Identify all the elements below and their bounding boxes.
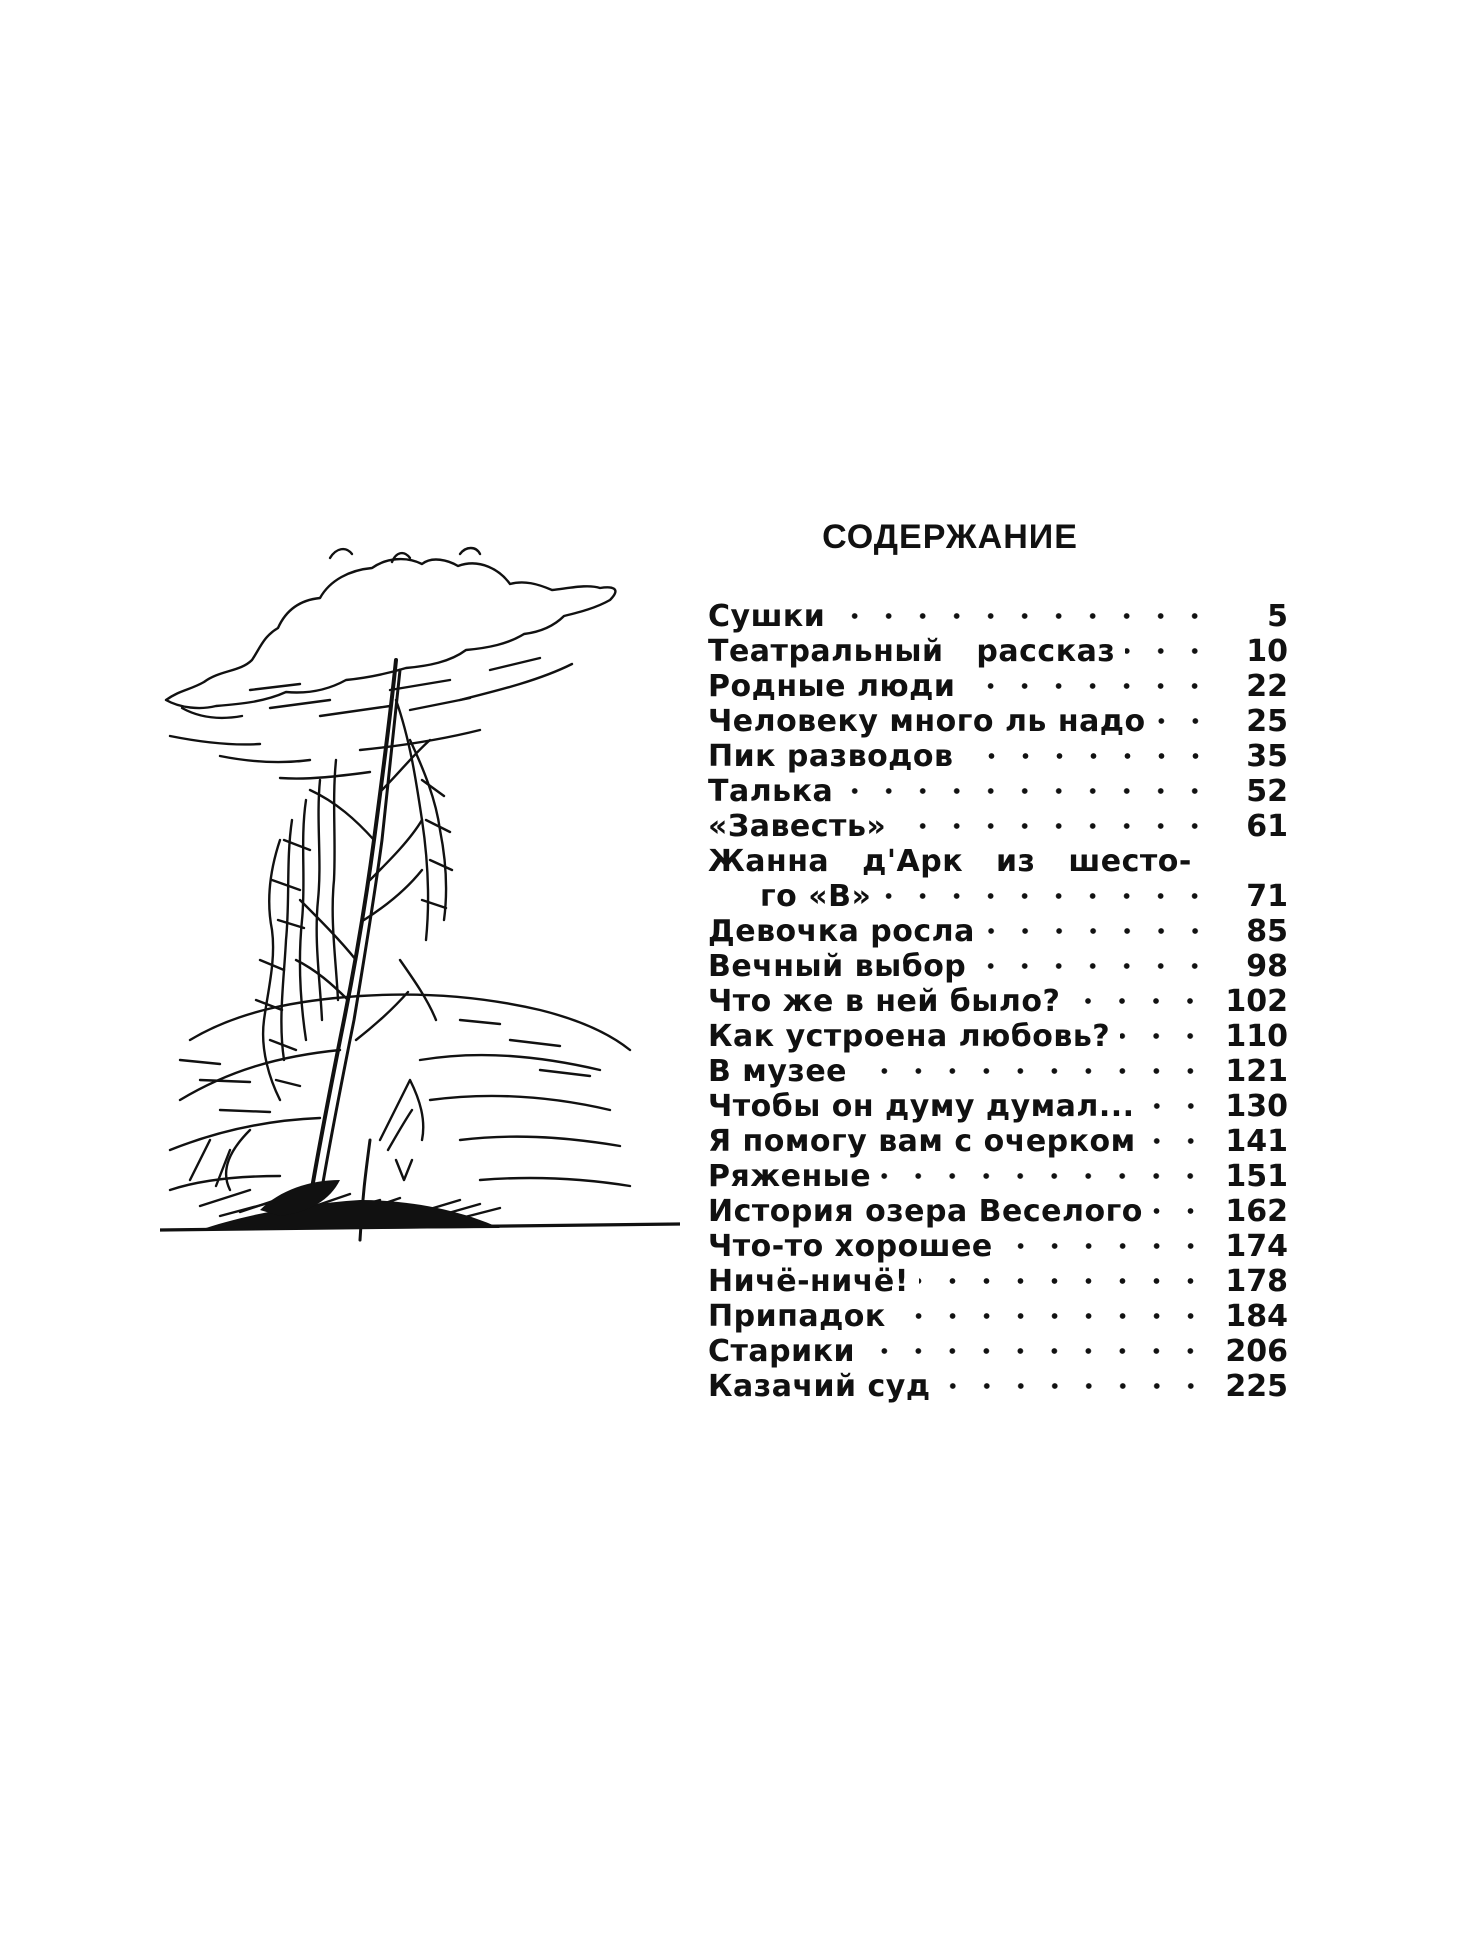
toc-entry-page: 5 bbox=[1267, 599, 1288, 634]
toc-entry-title: Сушки bbox=[708, 599, 826, 634]
toc-entry-title: Ряженые bbox=[708, 1159, 872, 1194]
leader-dots bbox=[1003, 1221, 1208, 1256]
toc-entry-page: 184 bbox=[1225, 1299, 1288, 1334]
leader-dots bbox=[1120, 1011, 1207, 1046]
leader-dots bbox=[941, 1361, 1208, 1396]
toc-entry-page: 52 bbox=[1246, 774, 1288, 809]
toc-entry-title: В музее bbox=[708, 1054, 848, 1089]
toc-entry-page: 130 bbox=[1225, 1089, 1288, 1124]
toc-entry-title: Что-то хорошее bbox=[708, 1229, 993, 1264]
toc-entry-title: История озера Веселого bbox=[708, 1194, 1143, 1229]
toc-entry-title: Казачий суд bbox=[708, 1369, 931, 1404]
toc-entry-title: Старики bbox=[708, 1334, 856, 1369]
toc-entry-page: 174 bbox=[1225, 1229, 1288, 1264]
leader-dots bbox=[843, 766, 1212, 801]
leader-dots bbox=[1202, 836, 1212, 871]
leader-dots bbox=[857, 1046, 1207, 1081]
leader-dots bbox=[985, 906, 1212, 941]
leader-dots bbox=[1156, 696, 1212, 731]
leader-dots bbox=[1145, 1081, 1208, 1116]
toc-entry-page: 110 bbox=[1225, 1019, 1288, 1054]
toc-entry-title: Родные люди bbox=[708, 669, 956, 704]
toc-entry-page: 85 bbox=[1246, 914, 1288, 949]
toc-entry-page: 71 bbox=[1246, 879, 1288, 914]
leader-dots bbox=[881, 1151, 1207, 1186]
toc-entry-page: 102 bbox=[1225, 984, 1288, 1019]
toc-entry-title: Талька bbox=[708, 774, 834, 809]
toc-entry-title: Ничё-ничё! bbox=[708, 1264, 909, 1299]
leader-dots bbox=[965, 661, 1212, 696]
table-of-contents bbox=[708, 591, 1288, 1404]
leader-dots bbox=[976, 941, 1212, 976]
leader-dots bbox=[1125, 626, 1212, 661]
toc-entry-page: 206 bbox=[1225, 1334, 1288, 1369]
toc-entry-title: Припадок bbox=[708, 1299, 886, 1334]
toc-entry-title: Девочка росла bbox=[708, 914, 975, 949]
toc-entry-page: 121 bbox=[1225, 1054, 1288, 1089]
toc-entry-page: 10 bbox=[1246, 634, 1288, 669]
tree-sketch-icon bbox=[160, 540, 680, 1250]
leader-dots bbox=[896, 801, 1212, 836]
toc-entry[interactable] bbox=[708, 591, 1288, 634]
toc-entry-page: 178 bbox=[1225, 1264, 1288, 1299]
toc-entry-title: Как устроена любовь? bbox=[708, 1019, 1111, 1054]
toc-entry-page: 162 bbox=[1225, 1194, 1288, 1229]
toc-entry-title: «Завесть» bbox=[708, 809, 887, 844]
leader-dots bbox=[835, 591, 1212, 626]
leader-dots bbox=[896, 1291, 1208, 1326]
toc-entry-title: Чтобы он думу думал... bbox=[708, 1089, 1135, 1124]
toc-entry-title: Пик разводов bbox=[708, 739, 954, 774]
toc-entry-title: Вечный выбор bbox=[708, 949, 967, 984]
leader-dots bbox=[1153, 1186, 1208, 1221]
leader-dots bbox=[964, 731, 1212, 766]
leader-dots bbox=[881, 871, 1212, 906]
toc-heading: СОДЕРЖАНИЕ bbox=[822, 518, 1078, 556]
leader-dots bbox=[919, 1256, 1207, 1291]
leader-dots bbox=[1070, 976, 1207, 1011]
toc-entry-title: Что же в ней было? bbox=[708, 984, 1061, 1019]
toc-entry-title: го «В» bbox=[760, 879, 872, 914]
toc-entry-page: 151 bbox=[1225, 1159, 1288, 1194]
toc-entry-title: Жанна д'Арк из шесто- bbox=[708, 844, 1192, 879]
toc-entry-page: 225 bbox=[1225, 1369, 1288, 1404]
toc-entry-page: 22 bbox=[1246, 669, 1288, 704]
toc-entry-title: Человеку много ль надо bbox=[708, 704, 1146, 739]
toc-entry-page: 25 bbox=[1246, 704, 1288, 739]
toc-entry-page: 98 bbox=[1246, 949, 1288, 984]
leader-dots bbox=[1146, 1116, 1208, 1151]
toc-entry-page: 61 bbox=[1246, 809, 1288, 844]
tree-sketch-illustration bbox=[160, 540, 680, 1250]
toc-entry-title: Я помогу вам с очерком bbox=[708, 1124, 1136, 1159]
toc-entry-page: 35 bbox=[1246, 739, 1288, 774]
leader-dots bbox=[865, 1326, 1207, 1361]
toc-entry-title: Театральный рассказ bbox=[708, 634, 1116, 669]
toc-entry-page: 141 bbox=[1225, 1124, 1288, 1159]
